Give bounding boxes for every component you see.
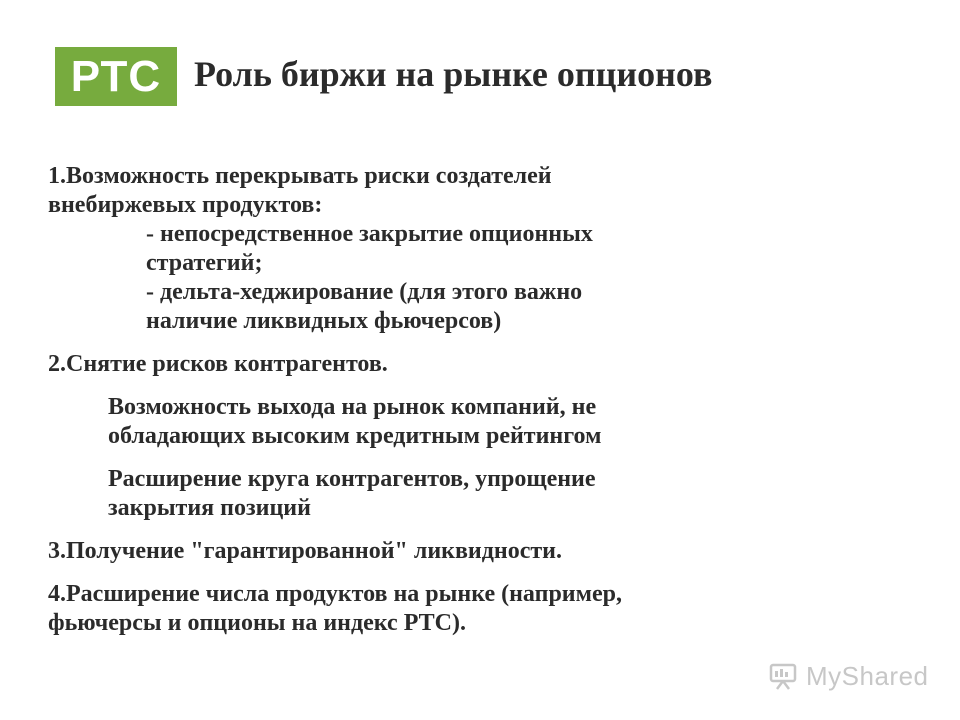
point-1-sub-2 [48, 278, 928, 336]
watermark-text: MyShared [806, 660, 929, 691]
point-4-line-1: 4.Расширение числа продуктов на рынке (например, [48, 581, 622, 607]
point-1-line-1: 1.Возможность перекрывать риски создателей [48, 163, 552, 189]
slide-body [48, 162, 928, 638]
point-2-sub-1-line-2: обладающих высоким кредитным рейтингом [108, 423, 602, 449]
point-1-sub-1 [48, 220, 928, 278]
myshared-watermark [768, 658, 929, 694]
point-2-sub-2-line-1: Расширение круга контрагентов, упрощение [108, 466, 596, 492]
presentation-board-icon [768, 661, 798, 691]
point-1-sub-2-line-1: - дельта-хеджирование (для этого важно [146, 279, 583, 305]
point-1-sub-2-line-2: наличие ликвидных фьючерсов) [146, 308, 502, 334]
page-title: Роль биржи на рынке опционов [194, 54, 713, 94]
point-2-sub-2 [48, 465, 928, 523]
point-2-line-1: 2.Снятие рисков контрагентов. [48, 351, 388, 377]
point-2-sub-2-line-2: закрытия позиций [108, 495, 311, 521]
point-2 [48, 350, 928, 523]
rts-logo: РТС [55, 47, 177, 106]
point-1-sub-1-line-2: стратегий; [146, 250, 263, 276]
point-2-sub-1 [48, 393, 928, 451]
point-2-sub-1-line-1: Возможность выхода на рынок компаний, не [108, 394, 597, 420]
point-1-line-2: внебиржевых продуктов: [48, 192, 323, 218]
point-4 [48, 580, 928, 638]
point-1 [48, 162, 928, 336]
point-4-line-2: фьючерсы и опционы на индекс РТС). [48, 610, 466, 636]
point-3-line-1: 3.Получение "гарантированной" ликвидности. [48, 538, 562, 564]
point-1-sub-1-line-1: - непосредственное закрытие опционных [146, 221, 593, 247]
point-3 [48, 537, 928, 566]
